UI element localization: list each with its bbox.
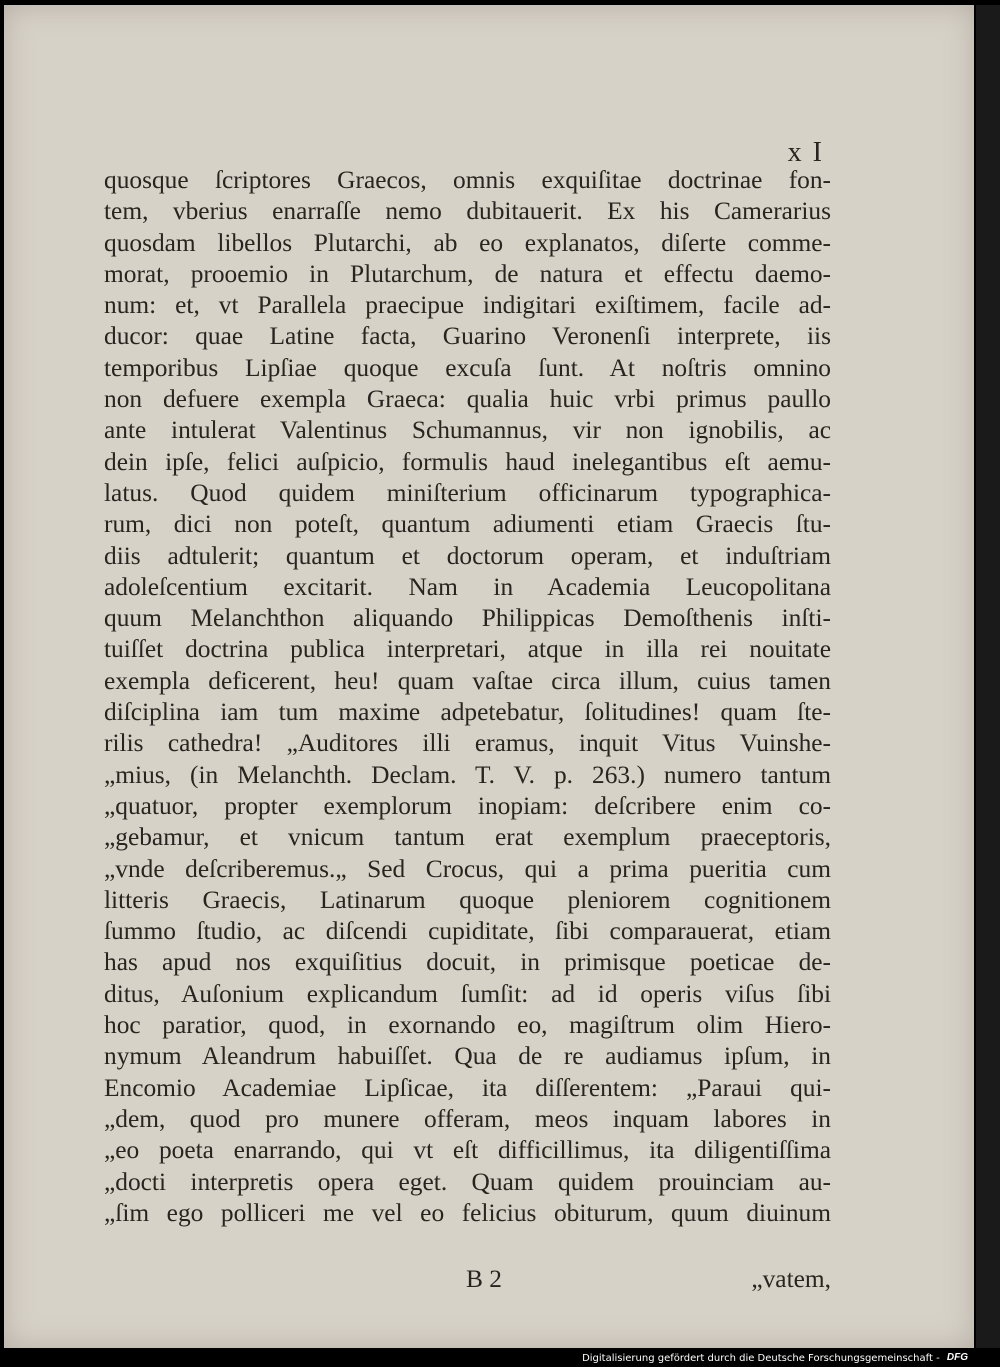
text-line: „docti interpretis opera eget. Quam quidem prouinciam au- xyxy=(104,1167,831,1196)
text-line: litteris Graecis, Latinarum quoque pleniorem cognitionem xyxy=(104,885,831,914)
text-line: exempla deficerent, heu! quam vaſtae circa illum, cuius tamen xyxy=(104,666,831,695)
text-line: quosdam libellos Plutarchi, ab eo explanatos, diſerte comme- xyxy=(104,228,831,257)
text-line: quosque ſcriptores Graecos, omnis exquiſitae doctrinae fon- xyxy=(104,166,831,194)
scan-edge xyxy=(976,5,1000,1348)
text-line: non defuere exempla Graeca: qualia huic vrbi primus paullo xyxy=(104,385,831,414)
text-line: tem, vberius enarraſſe nemo dubitauerit. Ex his Camerarius xyxy=(104,197,831,226)
text-line: quum Melanchthon aliquando Philippicas Demoſthenis inſti- xyxy=(104,604,831,633)
text-line: morat, prooemio in Plutarchum, de natura et effectu daemo- xyxy=(104,259,831,288)
text-line: „dem, quod pro munere offeram, meos inquam labores in xyxy=(104,1104,831,1133)
signature-mark: B 2 xyxy=(466,1265,502,1293)
page-footer xyxy=(104,1265,831,1297)
text-line: „quatuor, propter exemplorum inopiam: deſcribere enim co- xyxy=(104,791,831,820)
credit-text: Digitalisierung gefördert durch die Deutsche Forschungsgemeinschaft - xyxy=(582,1353,940,1364)
text-line: ſummo ſtudio, ac diſcendi cupiditate, ſibi comparauerat, etiam xyxy=(104,917,831,946)
text-line: ditus, Auſonium explicandum ſumſit: ad id operis viſus ſibi xyxy=(104,979,831,1008)
text-line: has apud nos exquiſitius docuit, in primisque poeticae de- xyxy=(104,948,831,977)
text-line: „ſim ego polliceri me vel eo felicius obiturum, quum diuinum xyxy=(104,1198,831,1227)
text-line: diis adtulerit; quantum et doctorum operam, et induſtriam xyxy=(104,541,831,570)
text-line: ducor: quae Latine facta, Guarino Veronenſi interprete, iis xyxy=(104,322,831,351)
text-line: Encomio Academiae Lipſicae, ita diſſerentem: „Paraui qui- xyxy=(104,1073,831,1102)
text-line: num: et, vt Parallela praecipue indigitari exiſtimem, facile ad- xyxy=(104,291,831,320)
body-text xyxy=(104,165,831,1229)
text-line: nymum Aleandrum habuiſſet. Qua de re audiamus ipſum, in xyxy=(104,1042,831,1071)
text-line: rilis cathedra! „Auditores illi eramus, inquit Vitus Vuinshe- xyxy=(104,729,831,758)
text-line: latus. Quod quidem miniſterium officinarum typographica- xyxy=(104,478,831,507)
text-line: temporibus Lipſiae quoque excuſa ſunt. At noſtris omnino xyxy=(104,353,831,382)
book-page xyxy=(4,5,974,1348)
text-line: „eo poeta enarrando, qui vt eſt difficillimus, ita diligentiſſima xyxy=(104,1136,831,1165)
catchword: „vatem, xyxy=(751,1265,831,1293)
text-line: dein ipſe, felici auſpicio, formulis haud inelegantibus eſt aemu- xyxy=(104,447,831,476)
text-line: ante intulerat Valentinus Schumannus, vir non ignobilis, ac xyxy=(104,416,831,445)
text-line: tuiſſet doctrina publica interpretari, atque in illa rei nouitate xyxy=(104,635,831,664)
text-line: rum, dici non poteſt, quantum adiumenti etiam Graecis ſtu- xyxy=(104,510,831,539)
text-line: „mius, (in Melanchth. Declam. T. V. p. 263.) numero tantum xyxy=(104,760,831,789)
text-line: „vnde deſcriberemus.„ Sed Crocus, qui a prima pueritia cum xyxy=(104,854,831,883)
text-line: hoc paratior, quod, in exornando eo, magiſtrum olim Hiero- xyxy=(104,1011,831,1040)
text-line: adoleſcentium excitarit. Nam in Academia Leucopolitana xyxy=(104,572,831,601)
dfg-logo: DFG xyxy=(946,1352,968,1363)
text-line: diſciplina iam tum maxime adpetebatur, ſolitudines! quam ſte- xyxy=(104,698,831,727)
text-line: „gebamur, et vnicum tantum erat exemplum praeceptoris, xyxy=(104,823,831,852)
digitization-credit xyxy=(582,1350,968,1366)
page-number: x I xyxy=(787,137,824,168)
